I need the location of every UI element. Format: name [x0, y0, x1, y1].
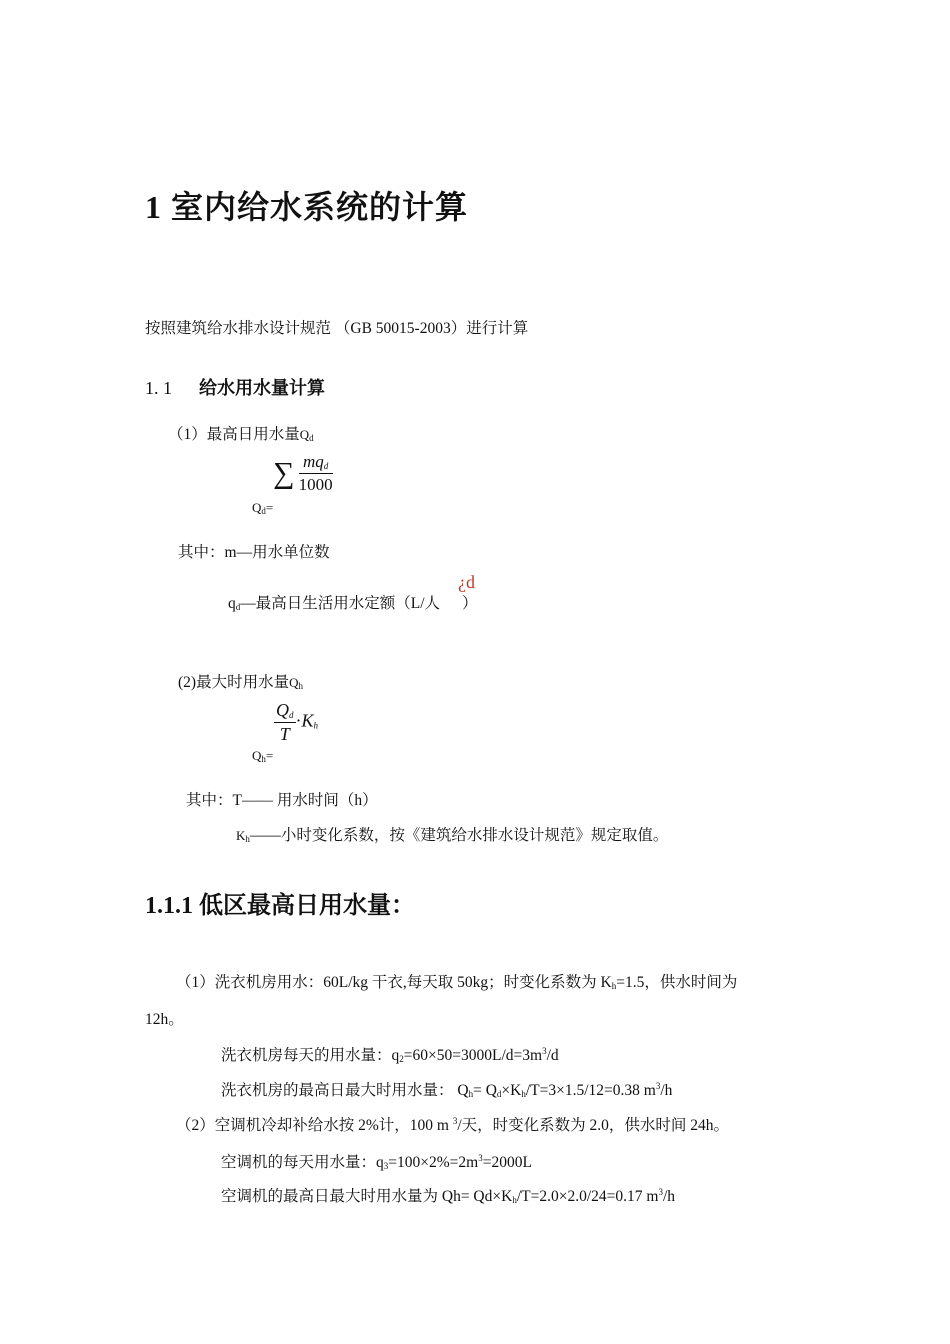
formula-hourly-lhs: $Q_h=$ [252, 748, 274, 764]
section-heading-1-1 [145, 374, 325, 400]
page-title: 1 室内给水系统的计算 [145, 189, 469, 225]
intro-text: 按照建筑给水排水设计规范 （GB 50015-2003）进行计算 [145, 320, 529, 337]
laundry-daily: 洗衣机房每天的用水量：$q_2=60\times 50=3000L/d=3m^3/d$ [221, 1046, 559, 1064]
fraction [274, 700, 296, 745]
aircon-line-1: （2）空调机冷却补给水按 2%计，100 m $^3$/天，时变化系数为 2.0，供水时间 24h。 [176, 1116, 730, 1134]
formula-hourly: $\frac{Q_d}{T}$ $\cdot K_h$ [276, 700, 319, 744]
formula-daily [273, 452, 333, 495]
item-max-daily [168, 422, 314, 444]
section-label: 给水用水量计算 [199, 378, 325, 398]
fraction-numerator: $mq_d$ [299, 452, 333, 474]
laundry-peak: 洗衣机房的最高日最大时用水量： $Q_h= Q_d\times K_h/T=3\times 1.5/12=0.38$ $m^3/h$ [221, 1081, 673, 1099]
aircon-peak: 空调机的最高日最大时用水量为 $Qh= Qd\times K_h/T=2.0\times 2.0/24=0.17$ $m^3/h$ [221, 1187, 676, 1205]
fraction [299, 452, 333, 495]
fraction-denominator: T [279, 724, 290, 744]
sigma-symbol: ∑ [273, 456, 295, 490]
section-heading-1-1-1: 1.1.1 低区最高日用水量： [145, 893, 415, 919]
where-t: 其中：T—— 用水时间（h） [186, 792, 378, 809]
unit-symbol: ¿d [458, 572, 475, 592]
item-max-hourly: (2)最大时用水量$Q_h$ [178, 674, 303, 691]
laundry-line-1: （1）洗衣机房用水：60L/kg 干衣,每天取 50kg；时变化系数为 $K_h=1.5$，供水时间为 [176, 974, 738, 991]
where-qd: $q_d—$最高日生活用水定额（L/人 ） [228, 595, 478, 612]
where-m: 其中：m—用水单位数 [178, 544, 330, 561]
item-var: Q [299, 427, 310, 442]
formula-daily-lhs: $Q_d=$ [252, 500, 274, 516]
fraction-denominator: 1000 [298, 475, 333, 494]
aircon-daily: 空调机的每天用水量：$q_3=100\times 2\%=2m^3=2000L$ [221, 1153, 532, 1171]
item-prefix: （1）最高日用水量 [168, 426, 300, 443]
where-kh: $K_h——$小时变化系数，按《建筑给水排水设计规范》规定取值。 [236, 827, 669, 844]
item-var-sub: d [309, 433, 314, 443]
laundry-line-2: 12h。 [145, 1011, 184, 1028]
section-number: 1. 1 [145, 378, 172, 398]
fraction-numerator: $Q_d$ [274, 700, 296, 723]
